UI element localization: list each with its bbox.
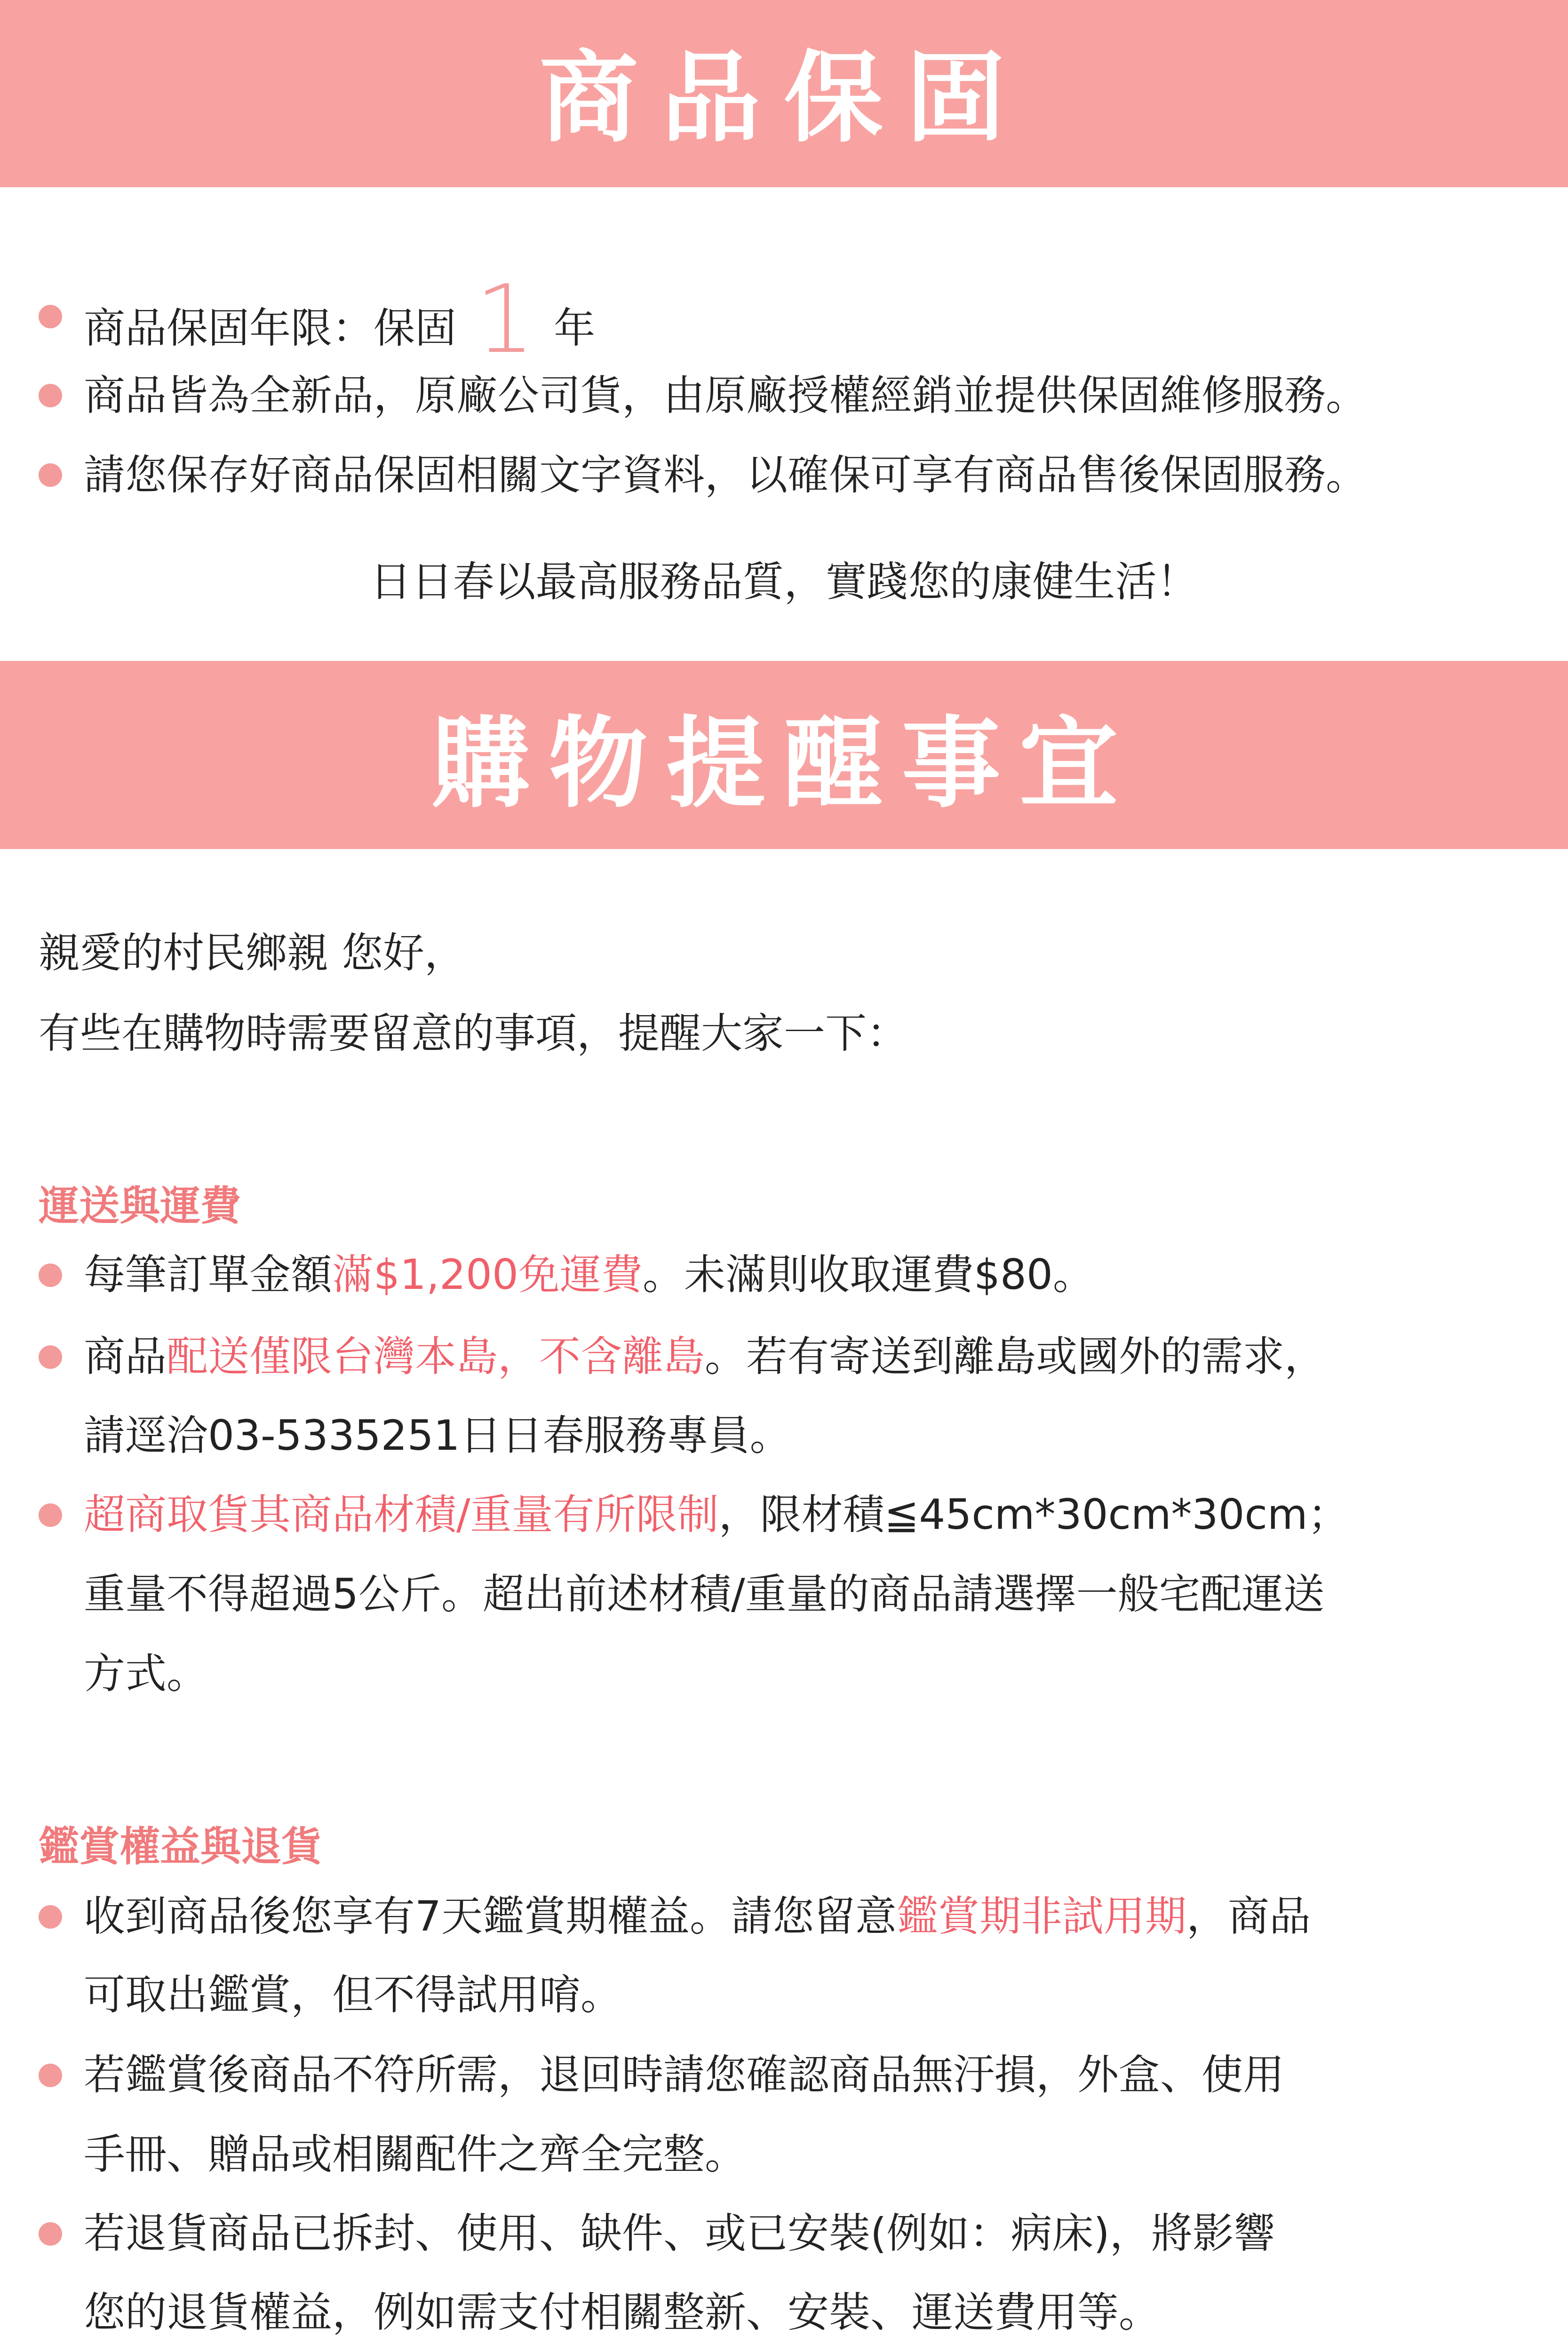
bullet-icon (39, 463, 62, 487)
returns-item-condition-line2: 手冊、贈品或相關配件之齊全完整。 (84, 2130, 747, 2178)
bullet-icon (39, 1345, 62, 1369)
returns-appraisal-post: ，商品 (1186, 1892, 1311, 1940)
warranty-item-new: 商品皆為全新品，原廠公司貨，由原廠授權經銷並提供保固維修服務。 (84, 371, 1368, 420)
shipping-free-pre: 每筆訂單金額 (84, 1250, 333, 1299)
greeting-line-1: 親愛的村民鄉親 您好， (39, 929, 466, 977)
bullet-icon (39, 1503, 62, 1527)
warranty-item-years (84, 265, 596, 375)
shipping-free-highlight: 滿$1,200免運費 (332, 1250, 643, 1299)
warranty-years-number: 1 (475, 265, 535, 374)
warranty-title: 商品保固 (539, 40, 1029, 156)
shipping-heading: 運送與運費 (39, 1183, 241, 1230)
shipping-island-post: 。若有寄送到離島或國外的需求， (705, 1332, 1326, 1381)
returns-item-appraisal-line2: 可取出鑑賞，但不得試用唷。 (84, 1971, 622, 2019)
shipping-island-highlight: 配送僅限台灣本島，不含離島 (167, 1332, 705, 1381)
shipping-item-island-line2: 請逕洽03-5335251日日春服務專員。 (84, 1411, 791, 1460)
bullet-icon (39, 1905, 62, 1929)
shipping-item-island (84, 1332, 1326, 1381)
returns-appraisal-highlight: 鑑賞期非試用期 (897, 1892, 1187, 1940)
shipping-item-cvs (84, 1490, 1349, 1539)
warranty-years-prefix: 商品保固年限：保固 (84, 304, 457, 352)
bullet-icon (39, 305, 62, 328)
warranty-years-suffix: 年 (554, 304, 596, 352)
returns-item-opened-line2: 您的退貨權益，例如需支付相關整新、安裝、運送費用等。 (84, 2288, 1161, 2336)
shipping-cvs-post: ，限材積≦45cm*30cm*30cm； (718, 1490, 1349, 1539)
shipping-free-post: 。未滿則收取運費$80。 (642, 1250, 1094, 1299)
returns-item-opened: 若退貨商品已拆封、使用、缺件、或已安裝(例如：病床)，將影響 (84, 2209, 1275, 2257)
shipping-item-cvs-line3: 方式。 (84, 1649, 208, 1698)
shipping-island-pre: 商品 (84, 1332, 167, 1381)
shipping-item-cvs-line2: 重量不得超過5公斤。超出前述材積/重量的商品請選擇一般宅配運送 (84, 1570, 1325, 1618)
bullet-icon (39, 1263, 62, 1287)
returns-appraisal-pre: 收到商品後您享有7天鑑賞期權益。請您留意 (84, 1892, 897, 1940)
shopping-title: 購物提醒事宜 (431, 706, 1137, 821)
returns-item-appraisal (84, 1892, 1311, 1940)
returns-heading: 鑑賞權益與退貨 (39, 1823, 322, 1870)
warranty-slogan: 日日春以最高服務品質，實踐您的康健生活！ (370, 557, 1198, 606)
bullet-icon (39, 2222, 62, 2246)
returns-item-condition: 若鑑賞後商品不符所需，退回時請您確認商品無汙損，外盒、使用 (84, 2050, 1285, 2099)
greeting-line-2: 有些在購物時需要留意的事項，提醒大家一下： (39, 1009, 908, 1057)
warranty-item-keep-docs: 請您保存好商品保固相關文字資料，以確保可享有商品售後保固服務。 (84, 451, 1368, 499)
shipping-cvs-highlight: 超商取貨其商品材積/重量有所限制 (84, 1490, 719, 1539)
shipping-item-free (84, 1250, 1094, 1299)
bullet-icon (39, 384, 62, 407)
bullet-icon (39, 2064, 62, 2087)
